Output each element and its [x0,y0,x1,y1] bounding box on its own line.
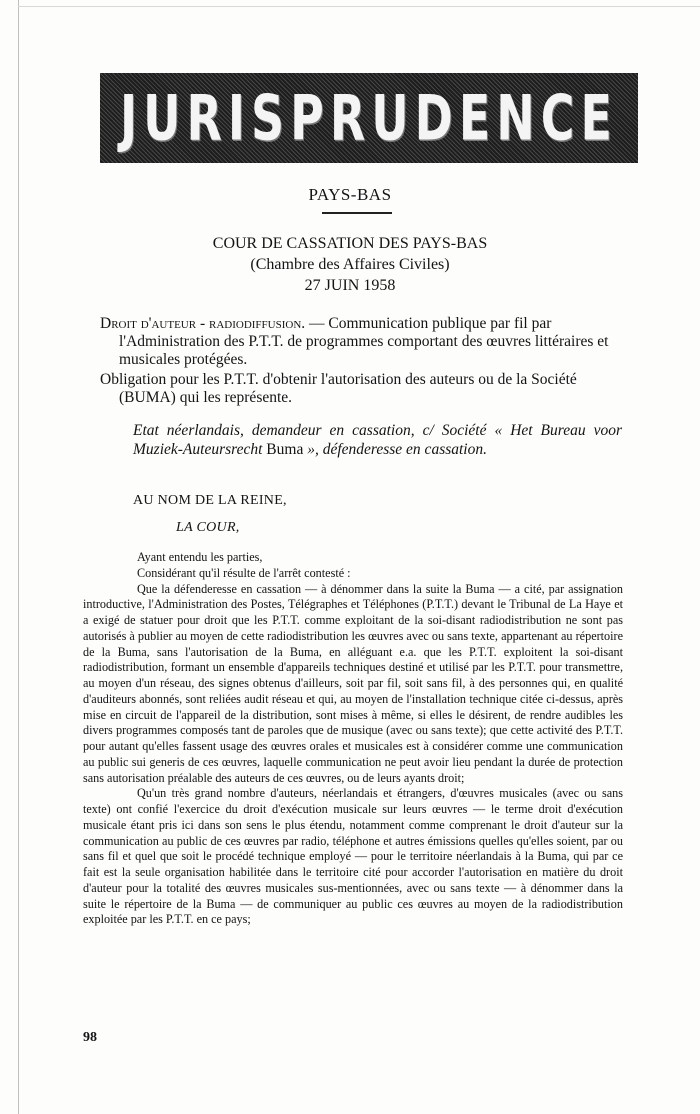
scan-edge [18,0,19,1114]
case-parties [133,422,622,459]
paragraph: Considérant qu'il résulte de l'arrêt contesté : [137,565,351,580]
country-heading: PAYS-BAS [308,185,392,204]
parties-buma: Buma [266,440,304,458]
paragraph: Que la défenderesse en cassation — à dénommer dans la suite la Buma — a cité, par assignation introductive, l'Administration des Postes, Télégraphes et Téléphones (P.T.T.) devant le Tribunal de La Haye et a exigé de statuer pour droit que les P.T.T. comme exploitant de la soi-disant radiodistribution ne sont pas autorisés à publier au moyen de cette radiodistribution les œuvres avec ou sans texte, appartenant au répertoire de la Buma, sans l'autorisation de la Buma, en alléguant e.a. que les P.T.T. exploitent la soi-disant radiodistribution, formant un ensemble d'appareils techniques destiné et utilisé par les P.T.T. pour transmettre, au moyen d'un réseau, des signes obtenus d'ailleurs, soit par fil, soit sans fil, à des personnes qui, en qualité d'auditeurs abonnés, sont reliées audit réseau et qui, au moyen de l'installation technique citée ci-dessus, après mise en circuit de l'appareil de la distribution, sont mises à même, si elles le désirent, de rendre audibles les divers programmes composés tant de paroles que de musique (avec ou sans texte); que cette activité des P.T.T. pour autant qu'elles fassent usage des œuvres orales et musicales est à considérer comme une communication au public sui generis de ces œuvres, laquelle communication ne peut avoir lieu pendant la durée de protection sans autorisation préalable des auteurs de ces œuvres, ou de leurs ayants droit; [83,581,623,785]
section-banner [100,73,638,163]
court-heading [0,233,700,296]
formula-heading: AU NOM DE LA REINE, [133,493,287,508]
banner-title: JURISPRUDENCE [120,81,618,155]
summary-line-1 [100,315,622,369]
heading-underline [322,212,392,214]
court-date: 27 JUIN 1958 [304,277,396,294]
summary-line-2: Obligation pour les P.T.T. d'obtenir l'autorisation des auteurs ou de la Société (BUMA) qui les représente. [100,371,577,406]
parties-text-2: », défenderesse en cassation. [303,440,487,458]
scan-top-edge [18,6,700,7]
paragraph: Ayant entendu les parties, [137,550,263,564]
case-summary [100,315,622,407]
judgment-body [83,550,623,928]
parties-text-1: Etat néerlandais, demandeur en cassation, c/ Société « Het Bureau voor Muziek-Auteursrecht [133,422,622,458]
court-name: COUR DE CASSATION DES PAYS-BAS [212,235,488,252]
court-chamber: (Chambre des Affaires Civiles) [250,256,450,273]
summary-label: Droit d'auteur - radiodiffusion. [100,315,306,332]
summary-text-1: — Communication publique par fil par l'Administration des P.T.T. de programmes comportant des œuvres littéraires et musicales protégées. [119,315,609,368]
paragraph: Qu'un très grand nombre d'auteurs, néerlandais et étrangers, d'œuvres musicales (avec ou sans texte) ont confié l'exercice du droit d'exécution musicale sur leurs œuvres — le terme droit d'exécution musicale étant pris ici dans son sens le plus étendu, notamment comme comprenant le droit d'auteur sur la communication au public de ces œuvres par radio, téléphone et autres émissions quelles qu'elles soient, par ou sans fil et quel que soit le procédé technique employé — pour le territoire néerlandais à la Buma, qui par ce fait est la seule organisation habilitée dans le territoire cité pour accorder l'autorisation en matière du droit d'auteur pour la totalité des œuvres musicales sus-mentionnées, avec ou sans texte — à dénommer dans la suite le répertoire de la Buma — de communiquer au public ces œuvres au moyen de la radiodistribution exploitée par les P.T.T. en ce pays; [83,786,623,927]
page-number: 98 [83,1030,97,1045]
court-formula: LA COUR, [176,520,240,535]
